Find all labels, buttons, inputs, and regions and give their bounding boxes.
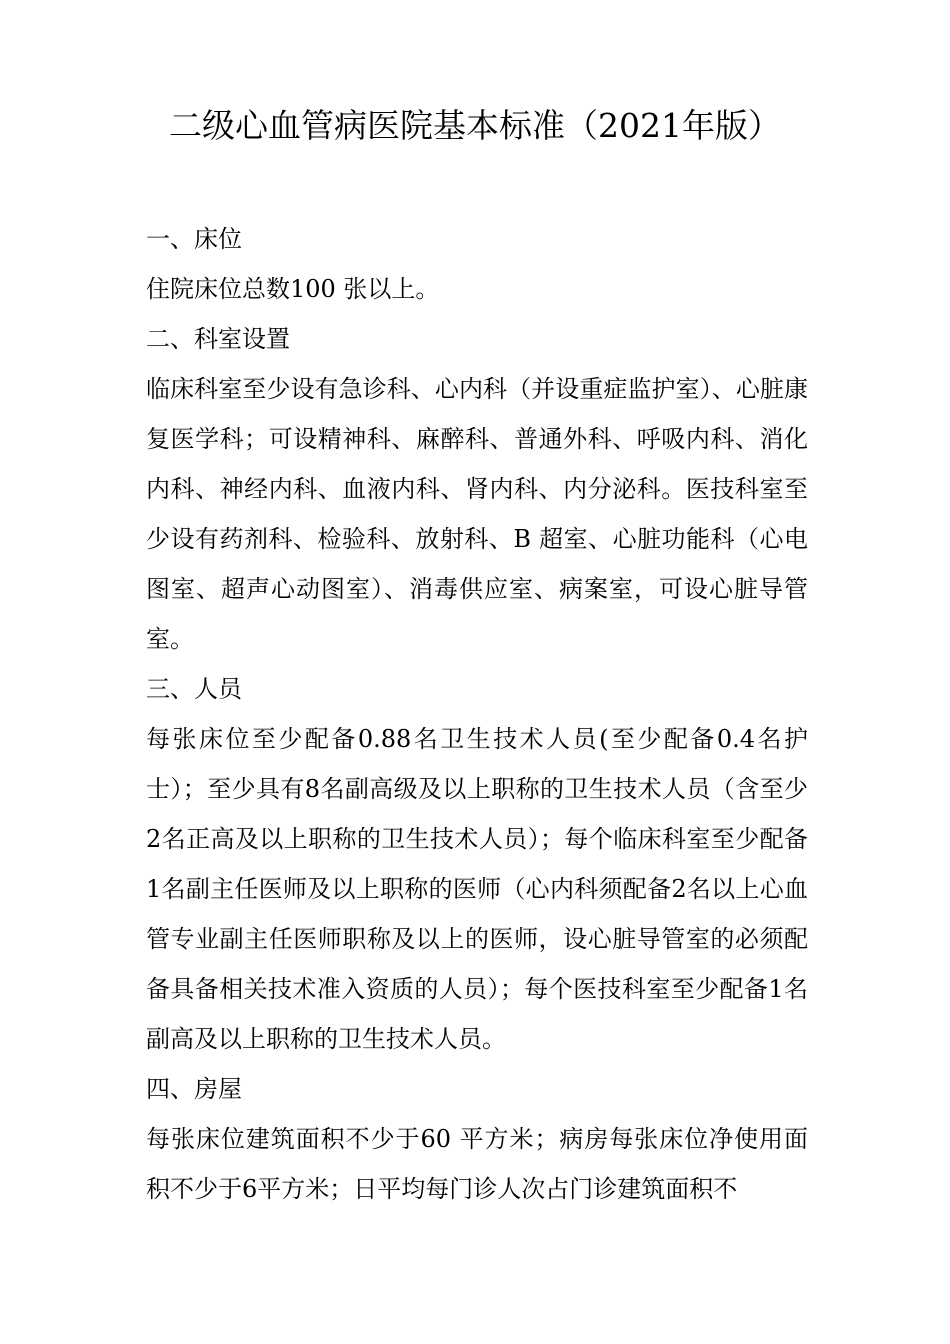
section-departments bbox=[146, 314, 808, 664]
section-paragraph: 住院床位总数100 张以上。 bbox=[146, 275, 440, 303]
section-heading: 二、科室设置 bbox=[146, 325, 290, 353]
section-paragraph: 临床科室至少设有急诊科、心内科（并设重症监护室）、心脏康复医学科；可设精神科、麻醉科、普通外科、呼吸内科、消化内科、神经内科、血液内科、肾内科、内分泌科。医技科室至少设有药剂科、检验科、放射科、B 超室、心脏功能科（心电图室、超声心动图室）、消毒供应室、病案室，可设心脏导管室。 bbox=[146, 375, 808, 653]
section-beds bbox=[146, 214, 808, 314]
section-paragraph: 每张床位建筑面积不少于60 平方米；病房每张床位净使用面积不少于6平方米；日平均每门诊人次占门诊建筑面积不 bbox=[146, 1125, 808, 1203]
document-title: 二级心血管病医院基本标准（2021年版） bbox=[169, 106, 781, 145]
document-body bbox=[146, 214, 808, 1214]
section-heading: 三、人员 bbox=[146, 675, 242, 703]
section-buildings bbox=[146, 1064, 808, 1214]
section-heading: 一、床位 bbox=[146, 225, 242, 253]
section-paragraph: 每张床位至少配备0.88名卫生技术人员(至少配备0.4名护士）；至少具有8名副高级及以上职称的卫生技术人员（含至少2名正高及以上职称的卫生技术人员）；每个临床科室至少配备1名副主任医师及以上职称的医师（心内科须配备2名以上心血管专业副主任医师职称及以上的医师，设心脏导管室的必须配备具备相关技术准入资质的人员）；每个医技科室至少配备1名副高及以上职称的卫生技术人员。 bbox=[146, 725, 808, 1053]
section-personnel bbox=[146, 664, 808, 1064]
section-heading: 四、房屋 bbox=[146, 1075, 242, 1103]
